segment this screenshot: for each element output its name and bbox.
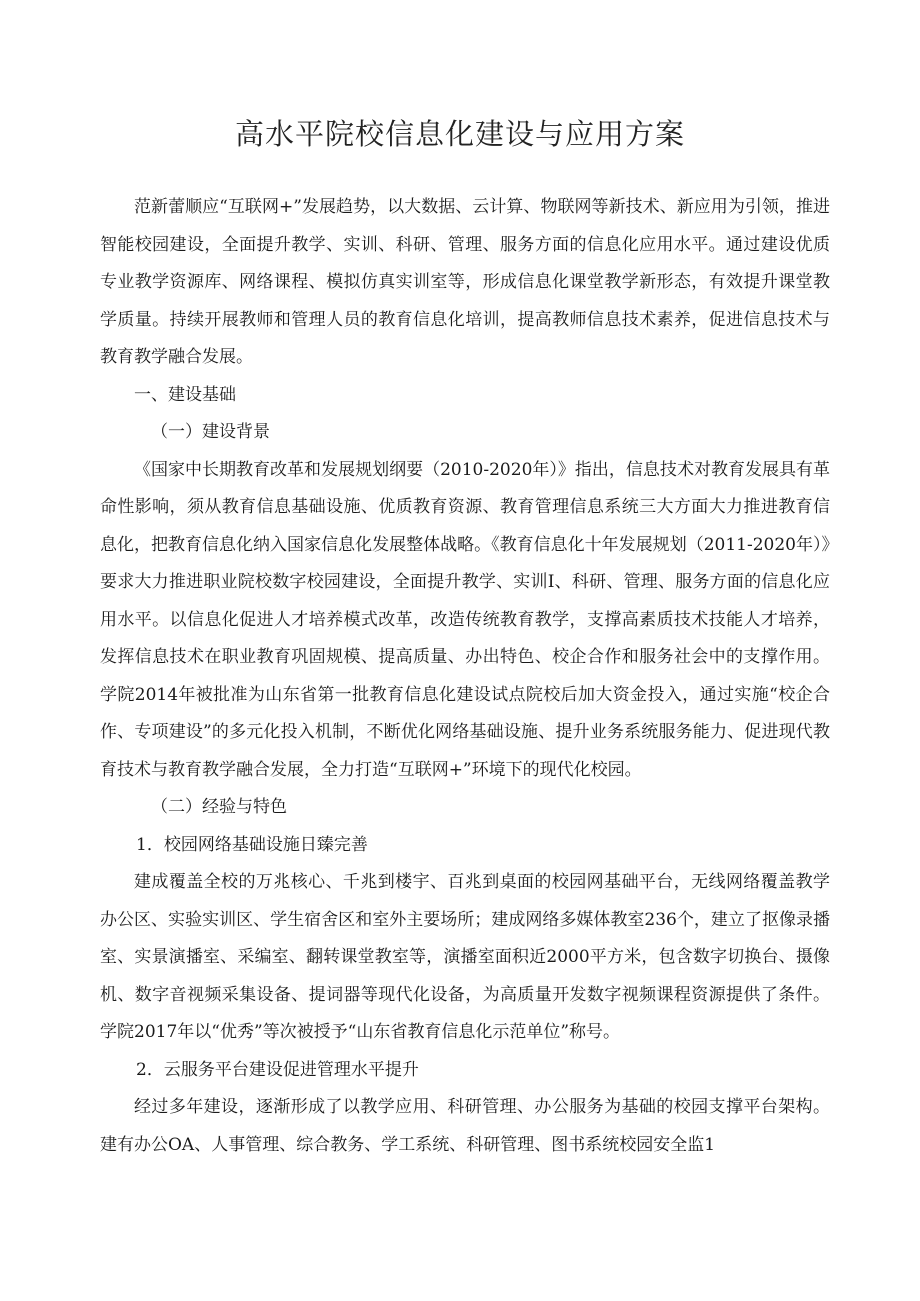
document-title: 高水平院校信息化建设与应用方案	[234, 117, 685, 151]
cloud-paragraph: 经过多年建设，逐渐形成了以教学应用、科研管理、办公服务为基础的校园支撑平台架构。建有办公OA、人事管理、综合教务、学工系统、科研管理、图书系统校园安全监1	[100, 1097, 830, 1155]
item-heading-1: 1．校园网络基础设施日臻完善	[136, 834, 368, 855]
section-heading-1: 一、建设基础	[134, 384, 236, 405]
intro-paragraph: 范新蕾顺应“互联网+”发展趋势，以大数据、云计算、物联网等新技术、新应用为引领，推进智能校园建设，全面提升教学、实训、科研、管理、服务方面的信息化应用水平。通过建设优质专业教学资源库、网络课程、模拟仿真实训室等，形成信息化课堂教学新形态，有效提升课堂教学质量。持续开展教师和管理人员的教育信息化培训，提高教师信息技术素养，促进信息技术与教育教学融合发展。	[100, 197, 830, 367]
background-paragraph: 《国家中长期教育改革和发展规划纲要（2010-2020年）》指出，信息技术对教育发展具有革命性影响，须从教育信息基础设施、优质教育资源、教育管理信息系统三大方面大力推进教育信息化，把教育信息化纳入国家信息化发展整体战略。《教育信息化十年发展规划（2011-2020年）》要求大力推进职业院校数字校园建设，全面提升教学、实训I、科研、管理、服务方面的信息化应用水平。以信息化促进人才培养模式改革，改造传统教育教学，支撑高素质技术技能人才培养，发挥信息技术在职业教育巩固规模、提高质量、办出特色、校企合作和服务社会中的支撑作用。学院2014年被批准为山东省第一批教育信息化建设试点院校后加大资金投入，通过实施“校企合作、专项建设”的多元化投入机制，不断优化网络基础设施、提升业务系统服务能力、促进现代教育技术与教育教学融合发展，全力打造“互联网+”环境下的现代化校园。	[100, 459, 830, 780]
item-heading-2: 2．云服务平台建设促进管理水平提升	[136, 1059, 419, 1080]
subsection-heading-1: （一）建设背景	[151, 422, 270, 442]
document-body	[100, 189, 830, 1164]
subsection-heading-2: （二）经验与特色	[151, 797, 287, 817]
network-paragraph: 建成覆盖全校的万兆核心、千兆到楼宇、百兆到桌面的校园网基础平台，无线网络覆盖教学办公区、实验实训区、学生宿舍区和室外主要场所；建成网络多媒体教室236个，建立了抠像录播室、实景演播室、采编室、翻转课堂教室等，演播室面积近2000平方米，包含数字切换台、摄像机、数字音视频采集设备、提词器等现代化设备，为高质量开发数字视频课程资源提供了条件。学院2017年以“优秀”等次被授予“山东省教育信息化示范单位”称号。	[100, 872, 830, 1042]
